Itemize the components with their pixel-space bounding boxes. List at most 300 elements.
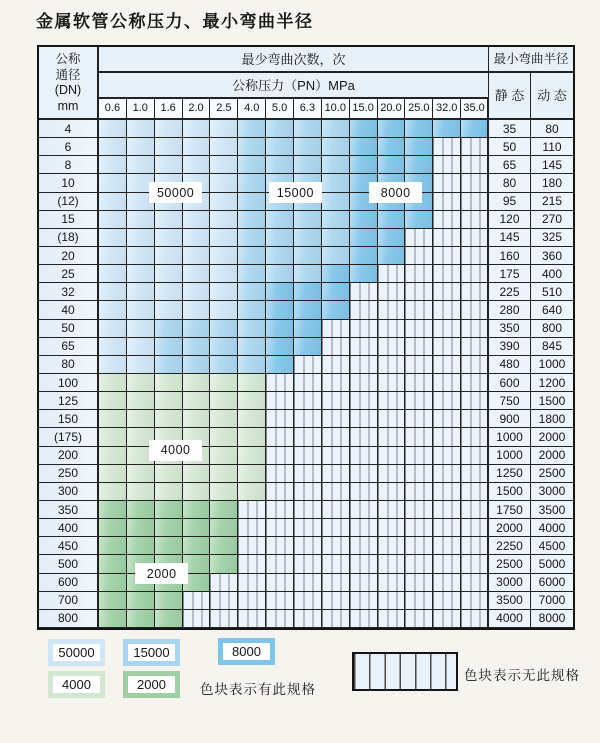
cell-spec-50000	[183, 247, 211, 265]
cell-no-spec	[378, 519, 406, 537]
cell-no-spec	[350, 428, 378, 446]
dn-label-125: 125	[39, 392, 99, 410]
cell-no-spec	[350, 392, 378, 410]
cell-spec-8000	[405, 211, 433, 229]
dynamic-radius-value: 5000	[531, 555, 573, 573]
cell-no-spec	[433, 247, 461, 265]
cell-no-spec	[433, 356, 461, 374]
cell-spec-50000	[99, 156, 127, 174]
cell-no-spec	[378, 501, 406, 519]
cell-no-spec	[405, 555, 433, 573]
cell-spec-50000	[99, 301, 127, 319]
cell-no-spec	[461, 283, 489, 301]
dn-label-10: 10	[39, 174, 99, 192]
cell-no-spec	[183, 610, 211, 628]
cell-spec-8000	[266, 338, 294, 356]
cell-spec-15000	[238, 283, 266, 301]
cell-spec-15000	[155, 338, 183, 356]
dynamic-radius-value: 80	[531, 120, 573, 138]
cell-spec-50000	[210, 193, 238, 211]
dn-label-4: 4	[39, 120, 99, 138]
cell-no-spec	[378, 265, 406, 283]
cell-no-spec	[350, 483, 378, 501]
cell-no-spec	[322, 374, 350, 392]
cell-spec-50000	[210, 229, 238, 247]
cell-spec-4000	[183, 374, 211, 392]
dn-label-700: 700	[39, 592, 99, 610]
cell-spec-15000	[266, 265, 294, 283]
cell-no-spec	[378, 428, 406, 446]
cell-spec-4000	[99, 447, 127, 465]
page-title: 金属软管公称压力、最小弯曲半径	[36, 12, 314, 32]
cell-no-spec	[405, 410, 433, 428]
cell-spec-2000	[155, 610, 183, 628]
cell-no-spec	[266, 428, 294, 446]
cell-spec-15000	[266, 120, 294, 138]
cell-spec-15000	[322, 211, 350, 229]
cell-spec-8000	[350, 138, 378, 156]
cell-spec-8000	[350, 247, 378, 265]
cell-spec-8000	[405, 120, 433, 138]
cell-no-spec	[350, 447, 378, 465]
cell-no-spec	[461, 356, 489, 374]
cell-spec-8000	[350, 120, 378, 138]
cell-spec-8000	[405, 156, 433, 174]
cell-no-spec	[266, 465, 294, 483]
cell-no-spec	[433, 174, 461, 192]
cell-spec-2000	[155, 537, 183, 555]
cell-spec-15000	[238, 320, 266, 338]
cell-no-spec	[322, 610, 350, 628]
cell-no-spec	[405, 465, 433, 483]
cell-spec-8000	[322, 301, 350, 319]
zone-label-15000: 15000	[269, 182, 322, 203]
cell-spec-50000	[183, 211, 211, 229]
cell-no-spec	[461, 247, 489, 265]
dn-label-400: 400	[39, 519, 99, 537]
cell-no-spec	[461, 610, 489, 628]
cell-no-spec	[183, 592, 211, 610]
cell-no-spec	[378, 447, 406, 465]
cell-no-spec	[294, 501, 322, 519]
cell-spec-50000	[183, 120, 211, 138]
cell-no-spec	[294, 447, 322, 465]
cell-spec-50000	[127, 138, 155, 156]
cell-no-spec	[461, 555, 489, 573]
cell-no-spec	[405, 428, 433, 446]
static-radius-value: 50	[489, 138, 531, 156]
dn-label-8: 8	[39, 156, 99, 174]
cell-no-spec	[294, 519, 322, 537]
static-radius-value: 4000	[489, 610, 531, 628]
static-radius-value: 2500	[489, 555, 531, 573]
cell-no-spec	[405, 374, 433, 392]
dynamic-radius-value: 360	[531, 247, 573, 265]
cell-spec-15000	[238, 156, 266, 174]
zone-label-50000: 50000	[149, 182, 202, 203]
cell-no-spec	[350, 301, 378, 319]
cell-spec-4000	[127, 374, 155, 392]
cell-spec-4000	[238, 374, 266, 392]
cell-spec-4000	[155, 465, 183, 483]
cell-no-spec	[433, 592, 461, 610]
cell-spec-15000	[294, 211, 322, 229]
cell-no-spec	[378, 555, 406, 573]
cell-spec-50000	[183, 229, 211, 247]
dn-label-50: 50	[39, 320, 99, 338]
dynamic-column-header: 动 态	[531, 73, 573, 120]
cell-spec-4000	[155, 392, 183, 410]
cell-spec-15000	[238, 120, 266, 138]
cell-spec-50000	[99, 283, 127, 301]
cell-no-spec	[350, 465, 378, 483]
dynamic-radius-value: 1000	[531, 356, 573, 374]
cell-spec-50000	[99, 229, 127, 247]
cell-no-spec	[210, 592, 238, 610]
cell-no-spec	[238, 537, 266, 555]
static-radius-value: 35	[489, 120, 531, 138]
cell-no-spec	[433, 193, 461, 211]
cell-no-spec	[378, 320, 406, 338]
cell-spec-8000	[266, 283, 294, 301]
cell-no-spec	[294, 610, 322, 628]
dynamic-radius-value: 215	[531, 193, 573, 211]
cell-spec-2000	[183, 537, 211, 555]
cell-spec-15000	[155, 320, 183, 338]
cell-spec-8000	[322, 283, 350, 301]
cell-spec-8000	[378, 247, 406, 265]
cell-spec-50000	[155, 120, 183, 138]
static-radius-value: 1000	[489, 447, 531, 465]
cell-spec-50000	[99, 211, 127, 229]
cell-no-spec	[322, 392, 350, 410]
cell-no-spec	[294, 374, 322, 392]
cell-no-spec	[378, 283, 406, 301]
cell-spec-15000	[238, 211, 266, 229]
cell-no-spec	[322, 320, 350, 338]
static-radius-value: 145	[489, 229, 531, 247]
cell-no-spec	[378, 392, 406, 410]
cell-spec-50000	[127, 356, 155, 374]
cell-spec-4000	[238, 392, 266, 410]
cell-spec-4000	[210, 392, 238, 410]
dynamic-radius-value: 1800	[531, 410, 573, 428]
cell-no-spec	[238, 519, 266, 537]
cell-spec-50000	[155, 247, 183, 265]
dynamic-radius-value: 640	[531, 301, 573, 319]
cell-spec-4000	[127, 392, 155, 410]
cell-no-spec	[350, 356, 378, 374]
cell-no-spec	[405, 483, 433, 501]
cell-no-spec	[322, 574, 350, 592]
pressure-header-20.0: 20.0	[378, 99, 406, 120]
cell-no-spec	[405, 247, 433, 265]
cell-spec-50000	[99, 138, 127, 156]
cell-spec-15000	[294, 265, 322, 283]
cell-spec-8000	[378, 156, 406, 174]
cell-spec-8000	[350, 211, 378, 229]
cell-spec-15000	[183, 356, 211, 374]
cell-spec-50000	[155, 211, 183, 229]
static-radius-value: 1750	[489, 501, 531, 519]
static-radius-value: 600	[489, 374, 531, 392]
cell-spec-15000	[238, 265, 266, 283]
cell-no-spec	[433, 410, 461, 428]
cell-no-spec	[433, 447, 461, 465]
pressure-header-6.3: 6.3	[294, 99, 322, 120]
cell-spec-50000	[183, 265, 211, 283]
cell-no-spec	[322, 428, 350, 446]
cell-spec-50000	[210, 120, 238, 138]
cell-no-spec	[405, 537, 433, 555]
cycles-header: 最少弯曲次数，次	[99, 47, 489, 73]
static-radius-value: 65	[489, 156, 531, 174]
cell-spec-2000	[183, 501, 211, 519]
cell-spec-8000	[294, 338, 322, 356]
pressure-header-4.0: 4.0	[238, 99, 266, 120]
cell-spec-50000	[155, 138, 183, 156]
cell-spec-4000	[210, 428, 238, 446]
dynamic-radius-value: 800	[531, 320, 573, 338]
dynamic-radius-value: 110	[531, 138, 573, 156]
pressure-header-35.0: 35.0	[461, 99, 489, 120]
cell-spec-8000	[294, 320, 322, 338]
cell-spec-4000	[210, 483, 238, 501]
cell-spec-8000	[294, 301, 322, 319]
cell-spec-2000	[99, 610, 127, 628]
dynamic-radius-value: 180	[531, 174, 573, 192]
cell-no-spec	[405, 501, 433, 519]
cell-no-spec	[461, 501, 489, 519]
cell-spec-15000	[183, 338, 211, 356]
cell-spec-8000	[266, 356, 294, 374]
cell-no-spec	[433, 265, 461, 283]
cell-spec-15000	[294, 138, 322, 156]
cell-no-spec	[294, 555, 322, 573]
cell-spec-4000	[210, 374, 238, 392]
cell-no-spec	[350, 519, 378, 537]
cell-spec-50000	[210, 156, 238, 174]
cell-no-spec	[322, 465, 350, 483]
legend-swatch-8000	[218, 638, 275, 665]
dn-label-15: 15	[39, 211, 99, 229]
cell-spec-15000	[322, 193, 350, 211]
static-radius-value: 95	[489, 193, 531, 211]
static-radius-value: 900	[489, 410, 531, 428]
dn-label-500: 500	[39, 555, 99, 573]
pressure-header-1.0: 1.0	[127, 99, 155, 120]
cell-no-spec	[461, 338, 489, 356]
dn-label-800: 800	[39, 610, 99, 628]
cell-spec-4000	[99, 392, 127, 410]
cell-spec-2000	[210, 501, 238, 519]
cell-spec-2000	[155, 519, 183, 537]
cell-no-spec	[238, 574, 266, 592]
cell-spec-50000	[210, 301, 238, 319]
cell-no-spec	[294, 592, 322, 610]
cell-spec-50000	[99, 174, 127, 192]
cell-spec-4000	[238, 428, 266, 446]
cell-spec-50000	[210, 138, 238, 156]
cell-spec-4000	[183, 410, 211, 428]
cell-spec-15000	[294, 229, 322, 247]
cell-spec-15000	[210, 338, 238, 356]
cell-spec-2000	[99, 555, 127, 573]
cell-no-spec	[461, 392, 489, 410]
cell-spec-2000	[127, 501, 155, 519]
cell-spec-4000	[183, 465, 211, 483]
legend-swatch-label: 8000	[223, 643, 270, 660]
cell-no-spec	[433, 374, 461, 392]
cell-spec-2000	[99, 501, 127, 519]
legend-swatch-50000	[48, 639, 105, 666]
cell-spec-50000	[127, 156, 155, 174]
cell-spec-50000	[127, 301, 155, 319]
cell-no-spec	[322, 555, 350, 573]
pressure-header-1.6: 1.6	[155, 99, 183, 120]
dynamic-radius-value: 145	[531, 156, 573, 174]
static-radius-value: 3500	[489, 592, 531, 610]
cell-spec-50000	[127, 247, 155, 265]
cell-no-spec	[405, 392, 433, 410]
cell-spec-50000	[99, 265, 127, 283]
cell-spec-8000	[266, 301, 294, 319]
cell-spec-50000	[127, 211, 155, 229]
cell-spec-50000	[210, 174, 238, 192]
cell-no-spec	[433, 465, 461, 483]
cell-no-spec	[378, 610, 406, 628]
cell-spec-8000	[378, 120, 406, 138]
cell-no-spec	[266, 447, 294, 465]
cell-spec-15000	[210, 356, 238, 374]
cell-no-spec	[433, 428, 461, 446]
cell-no-spec	[405, 447, 433, 465]
cell-no-spec	[266, 610, 294, 628]
cell-no-spec	[378, 410, 406, 428]
cell-spec-15000	[322, 174, 350, 192]
legend-swatch-label: 50000	[53, 644, 100, 661]
cell-spec-2000	[127, 592, 155, 610]
legend-swatch-label: 4000	[53, 676, 100, 693]
pressure-header-2.5: 2.5	[210, 99, 238, 120]
cell-spec-2000	[99, 592, 127, 610]
pressure-header-32.0: 32.0	[433, 99, 461, 120]
cell-no-spec	[405, 519, 433, 537]
pressure-header: 公称压力（PN）MPa	[99, 73, 489, 99]
dn-column-header	[39, 47, 99, 120]
cell-no-spec	[461, 320, 489, 338]
cell-spec-4000	[210, 410, 238, 428]
cell-spec-15000	[238, 356, 266, 374]
cell-spec-4000	[127, 465, 155, 483]
cell-spec-4000	[155, 374, 183, 392]
static-radius-value: 3000	[489, 574, 531, 592]
static-radius-value: 175	[489, 265, 531, 283]
cell-no-spec	[350, 537, 378, 555]
cell-no-spec	[433, 156, 461, 174]
pressure-header-15.0: 15.0	[350, 99, 378, 120]
cell-no-spec	[461, 174, 489, 192]
cell-spec-15000	[266, 138, 294, 156]
cell-no-spec	[433, 555, 461, 573]
cell-spec-4000	[99, 374, 127, 392]
dynamic-radius-value: 510	[531, 283, 573, 301]
dynamic-radius-value: 4000	[531, 519, 573, 537]
cell-spec-50000	[210, 247, 238, 265]
cell-no-spec	[294, 392, 322, 410]
cell-no-spec	[322, 537, 350, 555]
cell-no-spec	[294, 356, 322, 374]
dn-label-32: 32	[39, 283, 99, 301]
cell-no-spec	[433, 519, 461, 537]
cell-spec-8000	[350, 265, 378, 283]
cell-spec-2000	[99, 537, 127, 555]
cell-no-spec	[238, 610, 266, 628]
cell-no-spec	[378, 374, 406, 392]
cell-no-spec	[210, 574, 238, 592]
cell-spec-4000	[155, 483, 183, 501]
cell-no-spec	[405, 265, 433, 283]
cell-no-spec	[266, 519, 294, 537]
cell-spec-50000	[127, 320, 155, 338]
static-radius-value: 1000	[489, 428, 531, 446]
dn-header-line: 公称	[55, 52, 81, 66]
dynamic-radius-value: 1500	[531, 392, 573, 410]
cell-no-spec	[350, 374, 378, 392]
cell-no-spec	[433, 138, 461, 156]
legend-swatch-15000	[123, 639, 180, 666]
cell-spec-15000	[322, 156, 350, 174]
cell-no-spec	[405, 610, 433, 628]
cell-no-spec	[461, 447, 489, 465]
cell-spec-50000	[155, 229, 183, 247]
pressure-header-2.0: 2.0	[183, 99, 211, 120]
cell-spec-2000	[210, 519, 238, 537]
static-column-header: 静 态	[489, 73, 531, 120]
cell-spec-15000	[238, 338, 266, 356]
dn-header-line: 通径	[55, 67, 81, 82]
cell-spec-50000	[155, 156, 183, 174]
cell-no-spec	[433, 229, 461, 247]
legend-has-spec-text: 色块表示有此规格	[200, 682, 316, 697]
cell-no-spec	[210, 610, 238, 628]
cell-no-spec	[350, 501, 378, 519]
cell-no-spec	[294, 483, 322, 501]
cell-no-spec	[433, 483, 461, 501]
spec-table	[37, 45, 575, 630]
cell-spec-15000	[238, 193, 266, 211]
dn-label-150: 150	[39, 410, 99, 428]
cell-spec-15000	[210, 320, 238, 338]
cell-spec-4000	[210, 465, 238, 483]
cell-spec-15000	[183, 320, 211, 338]
cell-spec-15000	[294, 156, 322, 174]
cell-no-spec	[433, 574, 461, 592]
static-radius-value: 750	[489, 392, 531, 410]
static-radius-value: 280	[489, 301, 531, 319]
dn-label-80: 80	[39, 356, 99, 374]
cell-spec-15000	[266, 211, 294, 229]
cell-spec-2000	[155, 501, 183, 519]
dn-label-300: 300	[39, 483, 99, 501]
cell-no-spec	[433, 501, 461, 519]
cell-spec-50000	[127, 229, 155, 247]
cell-spec-50000	[155, 283, 183, 301]
cell-no-spec	[350, 320, 378, 338]
cell-spec-15000	[238, 247, 266, 265]
cell-spec-8000	[378, 211, 406, 229]
dn-label-40: 40	[39, 301, 99, 319]
